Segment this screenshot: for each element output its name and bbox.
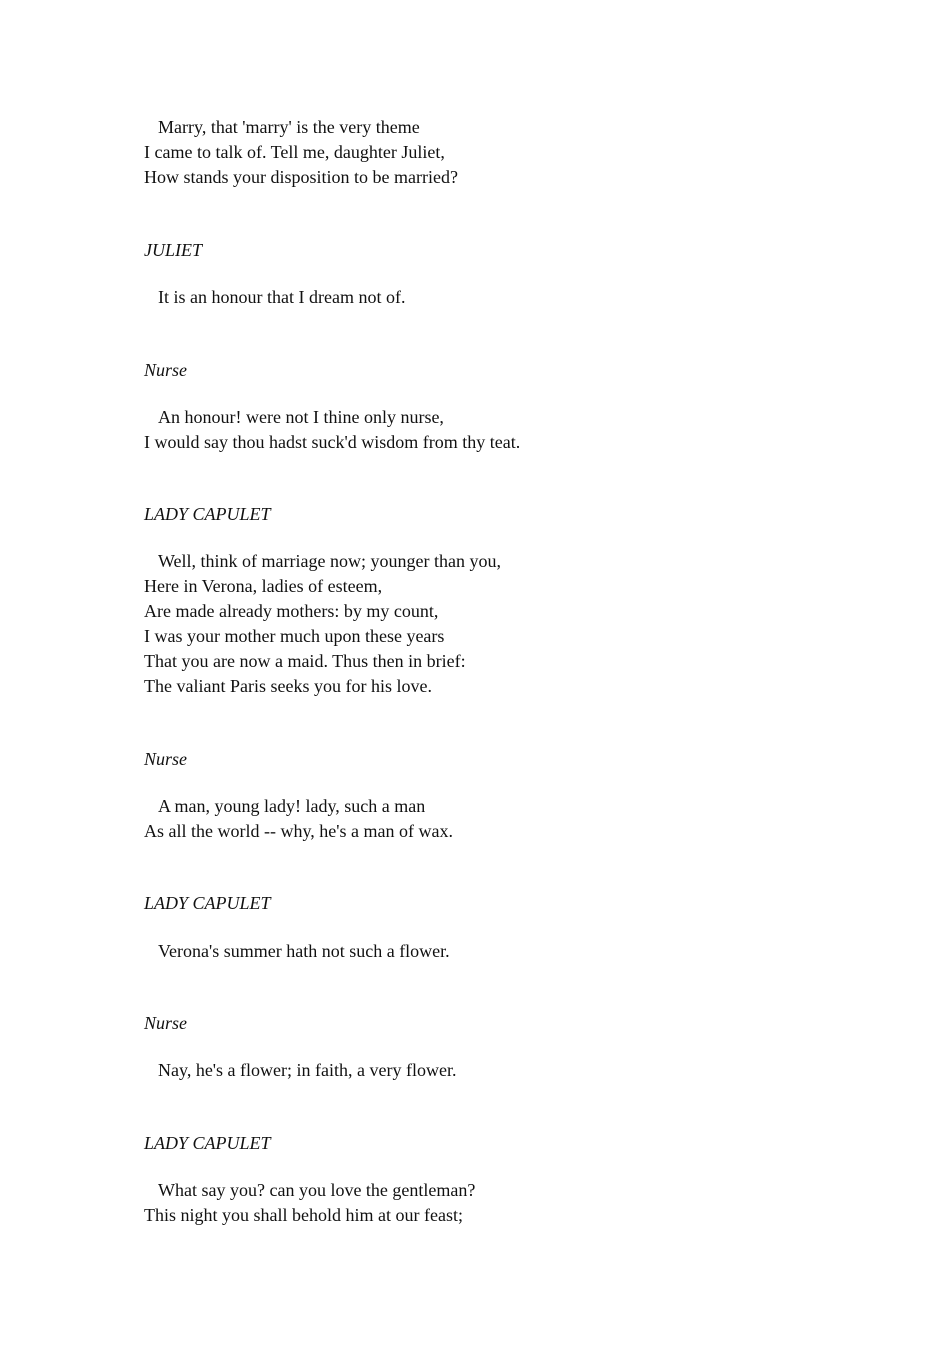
speaker-name: Nurse	[144, 360, 188, 380]
speaker-name: Nurse	[144, 1013, 188, 1033]
speech-line: This night you shall behold him at our feast;	[144, 1205, 463, 1225]
speaker-name: LADY CAPULET	[144, 1133, 271, 1153]
speech-line: How stands your disposition to be married?	[144, 167, 458, 187]
speech-line: Well, think of marriage now; younger than you,	[158, 551, 501, 571]
speech-line: A man, young lady! lady, such a man	[158, 796, 426, 816]
speech-line: Marry, that 'marry' is the very theme	[158, 117, 420, 137]
speech-line: Are made already mothers: by my count,	[144, 601, 439, 621]
speech-line: Here in Verona, ladies of esteem,	[144, 576, 383, 596]
speech-line: I would say thou hadst suck'd wisdom from thy teat.	[144, 432, 521, 452]
speaker-name: JULIET	[144, 240, 202, 260]
speaker-name: LADY CAPULET	[144, 893, 271, 913]
speech-line: As all the world -- why, he's a man of wax.	[144, 821, 453, 841]
speaker-name: Nurse	[144, 749, 188, 769]
speech-line: What say you? can you love the gentleman?	[158, 1180, 476, 1200]
speech-line: An honour! were not I thine only nurse,	[158, 407, 444, 427]
speech-line: I was your mother much upon these years	[144, 626, 445, 646]
speech-line: It is an honour that I dream not of.	[158, 287, 406, 307]
speaker-name: LADY CAPULET	[144, 504, 271, 524]
speech-line: I came to talk of. Tell me, daughter Juliet,	[144, 142, 445, 162]
speech-line: The valiant Paris seeks you for his love.	[144, 676, 432, 696]
speech-line: That you are now a maid. Thus then in brief:	[144, 651, 466, 671]
speech-line: Nay, he's a flower; in faith, a very flower.	[158, 1060, 457, 1080]
speech-line: Verona's summer hath not such a flower.	[158, 941, 450, 961]
